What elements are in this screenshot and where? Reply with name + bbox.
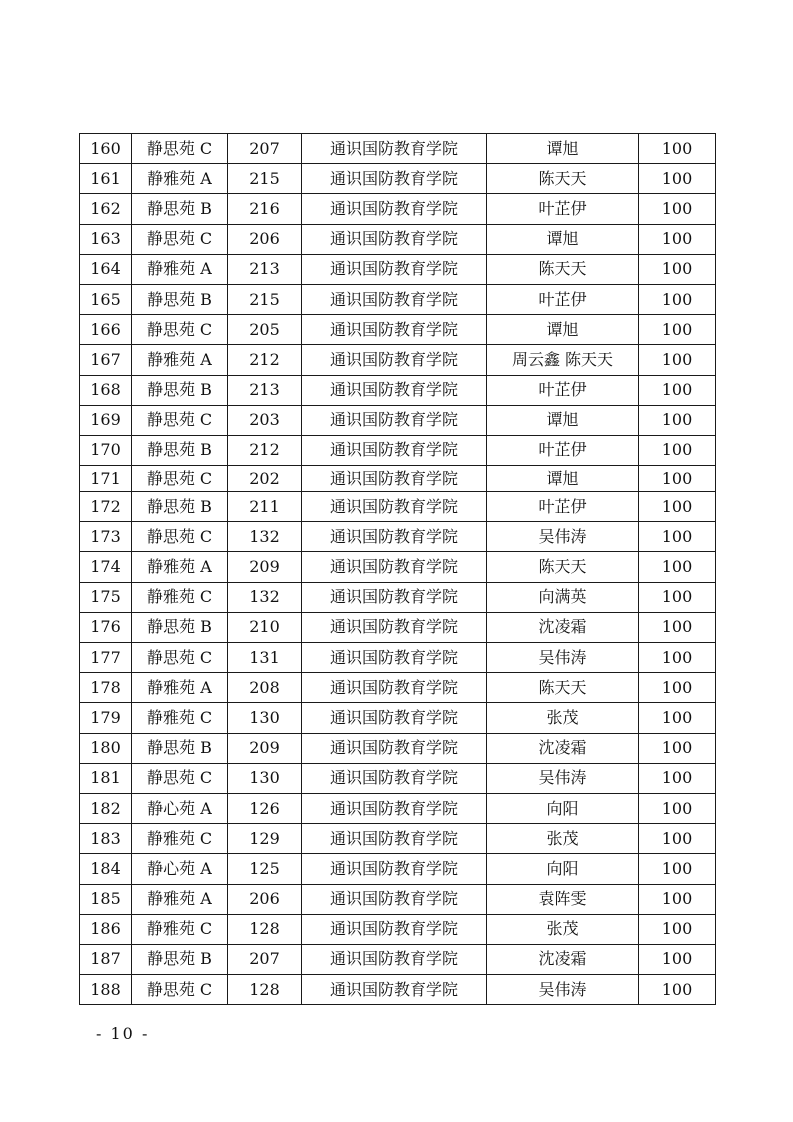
room-number-cell: 208 (228, 673, 302, 703)
counselor-cell: 谭旭 (487, 315, 639, 345)
score-cell: 100 (639, 612, 716, 642)
table-row (80, 552, 716, 582)
row-number-cell: 164 (80, 254, 132, 284)
counselor-cell: 袁阵雯 (487, 884, 639, 914)
room-number-cell: 213 (228, 375, 302, 405)
college-cell: 通识国防教育学院 (302, 824, 487, 854)
counselor-cell: 张茂 (487, 824, 639, 854)
table-row (80, 793, 716, 823)
row-number-cell: 167 (80, 345, 132, 375)
score-cell: 100 (639, 703, 716, 733)
building-cell: 静心苑 A (132, 854, 228, 884)
room-number-cell: 209 (228, 733, 302, 763)
counselor-cell: 沈凌霜 (487, 944, 639, 974)
score-cell: 100 (639, 824, 716, 854)
score-cell: 100 (639, 466, 716, 492)
row-number-cell: 175 (80, 582, 132, 612)
college-cell: 通识国防教育学院 (302, 224, 487, 254)
counselor-cell: 周云鑫 陈天天 (487, 345, 639, 375)
table-row (80, 435, 716, 465)
college-cell: 通识国防教育学院 (302, 435, 487, 465)
table-row (80, 673, 716, 703)
building-cell: 静思苑 B (132, 492, 228, 522)
room-number-cell: 132 (228, 582, 302, 612)
counselor-cell: 向满英 (487, 582, 639, 612)
college-cell: 通识国防教育学院 (302, 763, 487, 793)
score-cell: 100 (639, 254, 716, 284)
building-cell: 静雅苑 C (132, 824, 228, 854)
building-cell: 静雅苑 A (132, 884, 228, 914)
counselor-cell: 张茂 (487, 914, 639, 944)
row-number-cell: 160 (80, 134, 132, 164)
table-row (80, 612, 716, 642)
counselor-cell: 叶芷伊 (487, 375, 639, 405)
college-cell: 通识国防教育学院 (302, 552, 487, 582)
counselor-cell: 吴伟涛 (487, 763, 639, 793)
dormitory-score-table-wrapper (79, 133, 715, 1005)
college-cell: 通识国防教育学院 (302, 643, 487, 673)
building-cell: 静雅苑 A (132, 673, 228, 703)
counselor-cell: 吴伟涛 (487, 643, 639, 673)
college-cell: 通识国防教育学院 (302, 612, 487, 642)
score-cell: 100 (639, 763, 716, 793)
room-number-cell: 213 (228, 254, 302, 284)
room-number-cell: 209 (228, 552, 302, 582)
score-cell: 100 (639, 315, 716, 345)
college-cell: 通识国防教育学院 (302, 284, 487, 314)
table-row (80, 405, 716, 435)
counselor-cell: 谭旭 (487, 466, 639, 492)
room-number-cell: 207 (228, 134, 302, 164)
row-number-cell: 177 (80, 643, 132, 673)
row-number-cell: 180 (80, 733, 132, 763)
building-cell: 静思苑 C (132, 975, 228, 1005)
row-number-cell: 166 (80, 315, 132, 345)
table-row (80, 254, 716, 284)
row-number-cell: 168 (80, 375, 132, 405)
building-cell: 静思苑 B (132, 435, 228, 465)
score-cell: 100 (639, 944, 716, 974)
room-number-cell: 126 (228, 793, 302, 823)
score-cell: 100 (639, 405, 716, 435)
table-row (80, 375, 716, 405)
building-cell: 静思苑 C (132, 466, 228, 492)
building-cell: 静思苑 C (132, 522, 228, 552)
row-number-cell: 178 (80, 673, 132, 703)
table-row (80, 164, 716, 194)
counselor-cell: 谭旭 (487, 405, 639, 435)
score-cell: 100 (639, 582, 716, 612)
score-cell: 100 (639, 552, 716, 582)
table-row (80, 975, 716, 1005)
college-cell: 通识国防教育学院 (302, 315, 487, 345)
row-number-cell: 174 (80, 552, 132, 582)
table-body (80, 134, 716, 1005)
row-number-cell: 172 (80, 492, 132, 522)
table-row (80, 884, 716, 914)
room-number-cell: 131 (228, 643, 302, 673)
score-cell: 100 (639, 194, 716, 224)
building-cell: 静思苑 B (132, 733, 228, 763)
table-row (80, 944, 716, 974)
table-row (80, 345, 716, 375)
row-number-cell: 181 (80, 763, 132, 793)
building-cell: 静雅苑 C (132, 703, 228, 733)
room-number-cell: 128 (228, 975, 302, 1005)
score-cell: 100 (639, 793, 716, 823)
score-cell: 100 (639, 975, 716, 1005)
row-number-cell: 171 (80, 466, 132, 492)
building-cell: 静雅苑 A (132, 254, 228, 284)
score-cell: 100 (639, 522, 716, 552)
row-number-cell: 182 (80, 793, 132, 823)
counselor-cell: 谭旭 (487, 224, 639, 254)
room-number-cell: 215 (228, 284, 302, 314)
building-cell: 静雅苑 C (132, 914, 228, 944)
counselor-cell: 陈天天 (487, 164, 639, 194)
building-cell: 静思苑 C (132, 224, 228, 254)
score-cell: 100 (639, 673, 716, 703)
counselor-cell: 叶芷伊 (487, 284, 639, 314)
room-number-cell: 211 (228, 492, 302, 522)
row-number-cell: 185 (80, 884, 132, 914)
counselor-cell: 吴伟涛 (487, 522, 639, 552)
row-number-cell: 161 (80, 164, 132, 194)
room-number-cell: 207 (228, 944, 302, 974)
college-cell: 通识国防教育学院 (302, 405, 487, 435)
room-number-cell: 203 (228, 405, 302, 435)
building-cell: 静思苑 C (132, 134, 228, 164)
score-cell: 100 (639, 134, 716, 164)
table-row (80, 703, 716, 733)
room-number-cell: 128 (228, 914, 302, 944)
table-row (80, 466, 716, 492)
score-cell: 100 (639, 492, 716, 522)
room-number-cell: 129 (228, 824, 302, 854)
table-row (80, 284, 716, 314)
building-cell: 静雅苑 A (132, 164, 228, 194)
college-cell: 通识国防教育学院 (302, 492, 487, 522)
room-number-cell: 212 (228, 345, 302, 375)
table-row (80, 643, 716, 673)
room-number-cell: 202 (228, 466, 302, 492)
table-row (80, 582, 716, 612)
row-number-cell: 183 (80, 824, 132, 854)
college-cell: 通识国防教育学院 (302, 944, 487, 974)
table-row (80, 733, 716, 763)
building-cell: 静思苑 C (132, 763, 228, 793)
row-number-cell: 184 (80, 854, 132, 884)
room-number-cell: 125 (228, 854, 302, 884)
table-row (80, 194, 716, 224)
table-row (80, 854, 716, 884)
college-cell: 通识国防教育学院 (302, 254, 487, 284)
score-cell: 100 (639, 854, 716, 884)
college-cell: 通识国防教育学院 (302, 793, 487, 823)
college-cell: 通识国防教育学院 (302, 582, 487, 612)
row-number-cell: 188 (80, 975, 132, 1005)
table-row (80, 224, 716, 254)
room-number-cell: 212 (228, 435, 302, 465)
score-cell: 100 (639, 284, 716, 314)
college-cell: 通识国防教育学院 (302, 703, 487, 733)
counselor-cell: 吴伟涛 (487, 975, 639, 1005)
college-cell: 通识国防教育学院 (302, 975, 487, 1005)
counselor-cell: 沈凌霜 (487, 612, 639, 642)
college-cell: 通识国防教育学院 (302, 164, 487, 194)
row-number-cell: 186 (80, 914, 132, 944)
score-cell: 100 (639, 224, 716, 254)
college-cell: 通识国防教育学院 (302, 914, 487, 944)
room-number-cell: 205 (228, 315, 302, 345)
table-row (80, 522, 716, 552)
row-number-cell: 176 (80, 612, 132, 642)
counselor-cell: 陈天天 (487, 254, 639, 284)
building-cell: 静思苑 B (132, 194, 228, 224)
building-cell: 静思苑 B (132, 944, 228, 974)
score-cell: 100 (639, 914, 716, 944)
row-number-cell: 169 (80, 405, 132, 435)
score-cell: 100 (639, 375, 716, 405)
room-number-cell: 130 (228, 763, 302, 793)
counselor-cell: 叶芷伊 (487, 194, 639, 224)
table-row (80, 134, 716, 164)
building-cell: 静思苑 C (132, 643, 228, 673)
building-cell: 静思苑 B (132, 284, 228, 314)
room-number-cell: 206 (228, 884, 302, 914)
college-cell: 通识国防教育学院 (302, 345, 487, 375)
building-cell: 静思苑 C (132, 405, 228, 435)
building-cell: 静心苑 A (132, 793, 228, 823)
college-cell: 通识国防教育学院 (302, 194, 487, 224)
counselor-cell: 叶芷伊 (487, 492, 639, 522)
row-number-cell: 163 (80, 224, 132, 254)
building-cell: 静雅苑 A (132, 345, 228, 375)
college-cell: 通识国防教育学院 (302, 522, 487, 552)
counselor-cell: 叶芷伊 (487, 435, 639, 465)
table-row (80, 824, 716, 854)
building-cell: 静思苑 B (132, 612, 228, 642)
building-cell: 静雅苑 C (132, 582, 228, 612)
college-cell: 通识国防教育学院 (302, 854, 487, 884)
building-cell: 静雅苑 A (132, 552, 228, 582)
score-cell: 100 (639, 884, 716, 914)
room-number-cell: 130 (228, 703, 302, 733)
room-number-cell: 132 (228, 522, 302, 552)
counselor-cell: 谭旭 (487, 134, 639, 164)
score-cell: 100 (639, 643, 716, 673)
building-cell: 静思苑 B (132, 375, 228, 405)
room-number-cell: 215 (228, 164, 302, 194)
counselor-cell: 向阳 (487, 854, 639, 884)
dormitory-score-table (79, 133, 716, 1005)
score-cell: 100 (639, 733, 716, 763)
counselor-cell: 陈天天 (487, 673, 639, 703)
college-cell: 通识国防教育学院 (302, 375, 487, 405)
table-row (80, 914, 716, 944)
building-cell: 静思苑 C (132, 315, 228, 345)
score-cell: 100 (639, 345, 716, 375)
counselor-cell: 向阳 (487, 793, 639, 823)
counselor-cell: 沈凌霜 (487, 733, 639, 763)
row-number-cell: 170 (80, 435, 132, 465)
page-number: - 10 - (96, 1024, 150, 1043)
score-cell: 100 (639, 164, 716, 194)
row-number-cell: 187 (80, 944, 132, 974)
college-cell: 通识国防教育学院 (302, 733, 487, 763)
college-cell: 通识国防教育学院 (302, 884, 487, 914)
college-cell: 通识国防教育学院 (302, 673, 487, 703)
college-cell: 通识国防教育学院 (302, 134, 487, 164)
table-row (80, 763, 716, 793)
counselor-cell: 张茂 (487, 703, 639, 733)
row-number-cell: 165 (80, 284, 132, 314)
score-cell: 100 (639, 435, 716, 465)
college-cell: 通识国防教育学院 (302, 466, 487, 492)
table-row (80, 315, 716, 345)
room-number-cell: 216 (228, 194, 302, 224)
room-number-cell: 210 (228, 612, 302, 642)
row-number-cell: 173 (80, 522, 132, 552)
row-number-cell: 179 (80, 703, 132, 733)
room-number-cell: 206 (228, 224, 302, 254)
row-number-cell: 162 (80, 194, 132, 224)
table-row (80, 492, 716, 522)
counselor-cell: 陈天天 (487, 552, 639, 582)
